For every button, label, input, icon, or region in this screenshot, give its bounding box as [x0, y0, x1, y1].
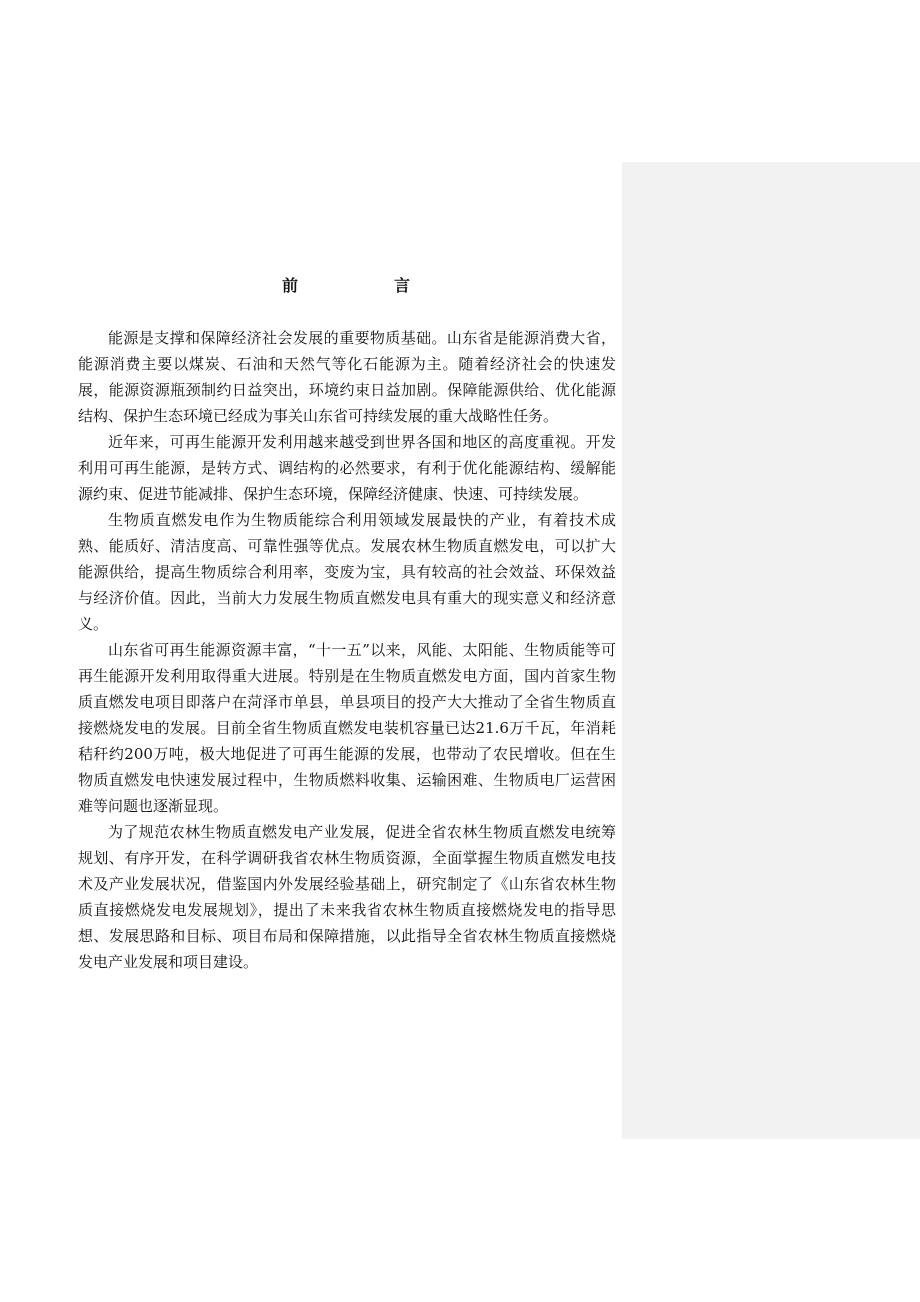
paragraph: 山东省可再生能源资源丰富，“十一五”以来，风能、太阳能、生物质能等可再生能源开发利用取得重大进展。特别是在生物质直燃发电方面，国内首家生物质直燃发电项目即落户在菏泽市单县，单县项目的投产大大推动了全省生物质直接燃烧发电的发展。目前全省生物质直燃发电装机容量已达21.6万千瓦，年消耗秸秆约200万吨，极大地促进了可再生能源的发展，也带动了农民增收。但在生物质直燃发电快速发展过程中，生物质燃料收集、运输困难、生物质电厂运营困难等问题也逐渐显现。 [78, 641, 616, 815]
document-body [78, 325, 616, 975]
paragraph: 为了规范农林生物质直燃发电产业发展，促进全省农林生物质直燃发电统筹规划、有序开发，在科学调研我省农林生物质资源，全面掌握生物质直燃发电技术及产业发展状况，借鉴国内外发展经验基础上，研究制定了《山东省农林生物质直接燃烧发电发展规划》，提出了未来我省农林生物质直接燃烧发电的指导思想、发展思路和目标、项目布局和保障措施，以此指导全省农林生物质直接燃烧发电产业发展和项目建设。 [78, 823, 616, 971]
paragraph: 能源是支撑和保障经济社会发展的重要物质基础。山东省是能源消费大省，能源消费主要以煤炭、石油和天然气等化石能源为主。随着经济社会的快速发展，能源资源瓶颈制约日益突出，环境约束日益加剧。保障能源供给、优化能源结构、保护生态环境已经成为事关山东省可持续发展的重大战略性任务。 [78, 329, 616, 425]
comment-pane [622, 162, 920, 1139]
paragraph: 生物质直燃发电作为生物质能综合利用领域发展最快的产业，有着技术成熟、能质好、清洁度高、可靠性强等优点。发展农林生物质直燃发电，可以扩大能源供给，提高生物质综合利用率，变废为宝，具有较高的社会效益、环保效益与经济价值。因此，当前大力发展生物质直燃发电具有重大的现实意义和经济意义。 [78, 511, 616, 633]
paragraph: 近年来，可再生能源开发利用越来越受到世界各国和地区的高度重视。开发利用可再生能源，是转方式、调结构的必然要求，有利于优化能源结构、缓解能源约束、促进节能减排、保护生态环境，保障经济健康、快速、可持续发展。 [78, 433, 616, 503]
page-title: 前 言 [281, 276, 450, 295]
